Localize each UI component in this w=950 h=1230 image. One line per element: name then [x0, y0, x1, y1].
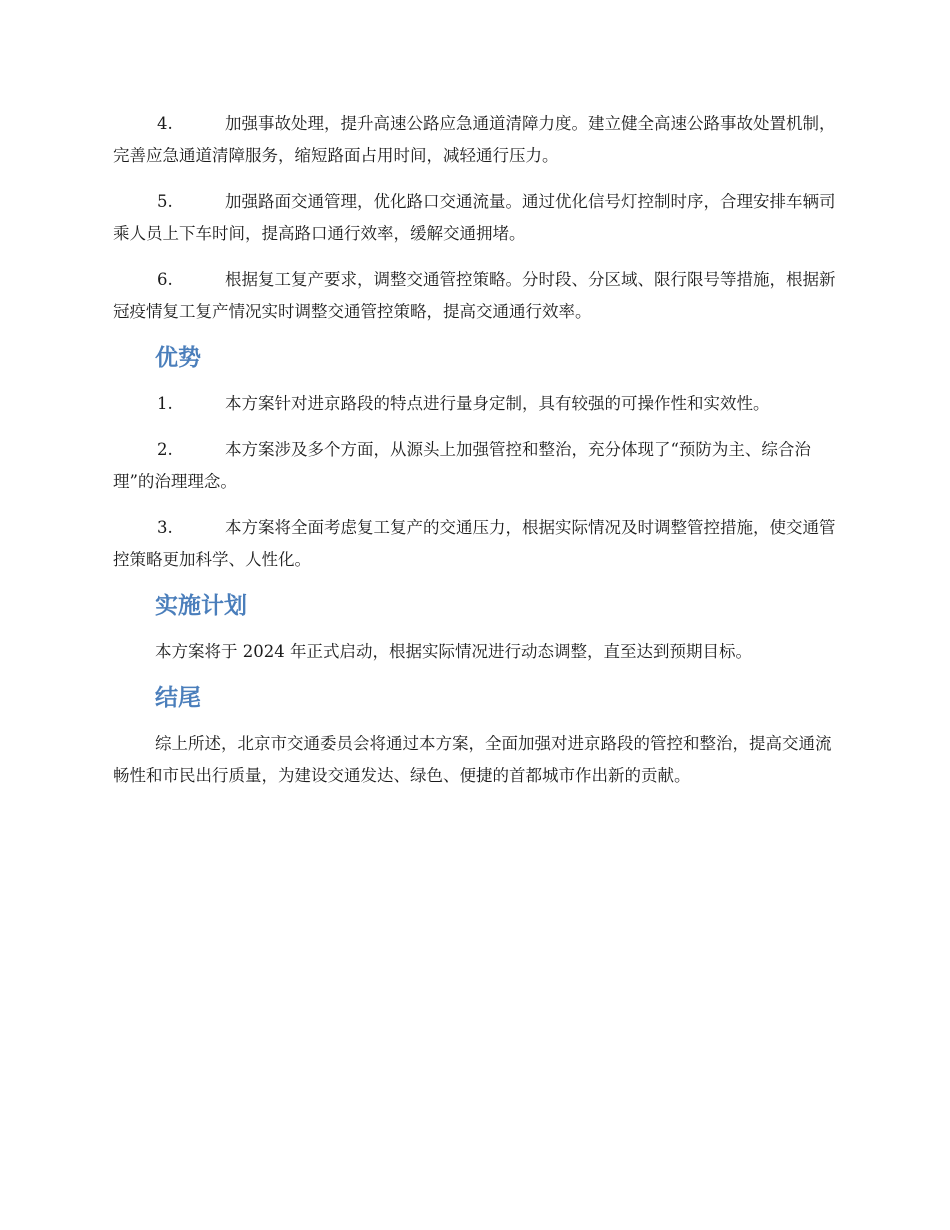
list-number: 2. — [157, 440, 173, 459]
list-text: 加强事故处理，提升高速公路应急通道清障力度。建立健全高速公路事故处置机制，完善应急通道清障服务，缩短路面占用时间，减轻通行压力。 — [113, 114, 836, 165]
list-text: 本方案将全面考虑复工复产的交通压力，根据实际情况及时调整管控措施，使交通管控策略更加科学、人性化。 — [113, 518, 836, 569]
list-text: 本方案针对进京路段的特点进行量身定制，具有较强的可操作性和实效性。 — [225, 394, 770, 413]
conclusion-paragraph: 综上所述，北京市交通委员会将通过本方案，全面加强对进京路段的管控和整治，提高交通流畅性和市民出行质量，为建设交通发达、绿色、便捷的首都城市作出新的贡献。 — [113, 734, 832, 785]
list-item — [113, 108, 840, 172]
document-page — [113, 108, 840, 806]
list-item — [113, 388, 840, 420]
section-heading-advantages: 优势 — [155, 345, 201, 371]
list-text: 加强路面交通管理，优化路口交通流量。通过优化信号灯控制时序，合理安排车辆司乘人员上下车时间，提高路口通行效率，缓解交通拥堵。 — [113, 192, 836, 243]
section-heading-plan: 实施计划 — [155, 593, 247, 619]
list-item — [113, 434, 840, 498]
list-number: 3. — [157, 518, 173, 537]
list-text: 根据复工复产要求，调整交通管控策略。分时段、分区域、限行限号等措施，根据新冠疫情复工复产情况实时调整交通管控策略，提高交通通行效率。 — [113, 270, 836, 321]
plan-paragraph: 本方案将于 2024 年正式启动，根据实际情况进行动态调整，直至达到预期目标。 — [155, 642, 752, 661]
list-text: 本方案涉及多个方面，从源头上加强管控和整治，充分体现了“预防为主、综合治理”的治理理念。 — [113, 440, 811, 491]
list-item — [113, 512, 840, 576]
list-number: 5. — [157, 192, 173, 211]
list-number: 4. — [157, 114, 173, 133]
list-number: 1. — [157, 394, 173, 413]
section-heading-conclusion: 结尾 — [155, 685, 201, 711]
list-item — [113, 186, 840, 250]
list-item — [113, 264, 840, 328]
list-number: 6. — [157, 270, 173, 289]
